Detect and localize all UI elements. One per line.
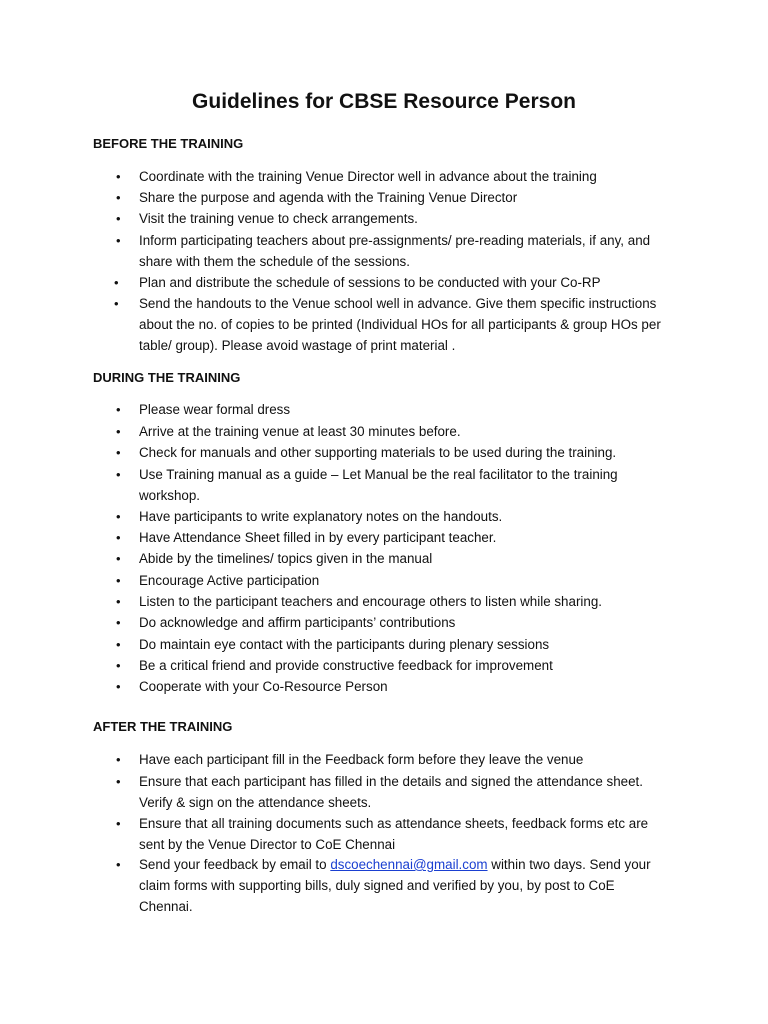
list-item: • Visit the training venue to check arrangements. [139,208,699,229]
bullet-icon: • [116,857,121,872]
bullet-icon: • [116,573,121,588]
section-heading-after: AFTER THE TRAINING [93,719,233,734]
list-item: • Plan and distribute the schedule of sessions to be conducted with your Co-RP [139,272,699,293]
list-item: • Check for manuals and other supporting materials to be used during the training. [139,442,699,463]
list-item: • Share the purpose and agenda with the Training Venue Director [139,187,699,208]
section-heading-during: DURING THE TRAINING [93,370,241,385]
list-item: • Have Attendance Sheet filled in by every participant teacher. [139,527,699,548]
bullet-icon: • [116,424,121,439]
list-item: • Please wear formal dress [139,399,699,420]
bullet-icon: • [116,679,121,694]
list-item: • Coordinate with the training Venue Director well in advance about the training [139,166,699,187]
bullet-icon: • [116,169,121,184]
bullet-icon: • [116,658,121,673]
bullet-icon: • [116,816,121,831]
list-item: • Arrive at the training venue at least 30 minutes before. [139,421,699,442]
list-item: • Ensure that all training documents such as attendance sheets, feedback forms etc are sent by the Venue Director to CoE Chennai [139,813,674,855]
list-item: • Cooperate with your Co-Resource Person [139,676,699,697]
bullet-icon: • [116,530,121,545]
bullet-icon: • [114,275,119,290]
bullet-icon: • [116,445,121,460]
page-title: Guidelines for CBSE Resource Person [192,90,576,113]
list-item: • Do acknowledge and affirm participants’ contributions [139,612,699,633]
list-item: • Send your feedback by email to dscoechennai@gmail.com within two days. Send your claim forms with supporting bills, duly signed and verified by you, by post to CoE Chennai. [139,854,669,917]
email-link[interactable]: dscoechennai@gmail.com [330,857,488,872]
list-item: • Inform participating teachers about pre-assignments/ pre-reading materials, if any, and share with them the schedule of the sessions. [139,230,684,272]
list-item: • Abide by the timelines/ topics given in the manual [139,548,699,569]
list-item: • Send the handouts to the Venue school well in advance. Give them specific instructions about the no. of copies to be printed (Individual HOs for all participants & group HOs per table/ group). Please avoid wastage of print material . [139,293,684,356]
list-item: • Do maintain eye contact with the participants during plenary sessions [139,634,699,655]
bullet-icon: • [116,467,121,482]
list-item: • Have participants to write explanatory notes on the handouts. [139,506,699,527]
bullet-icon: • [116,190,121,205]
bullet-icon: • [116,752,121,767]
list-item: • Use Training manual as a guide – Let Manual be the real facilitator to the training workshop. [139,464,674,506]
bullet-icon: • [116,211,121,226]
bullet-icon: • [114,296,119,311]
section-heading-before: BEFORE THE TRAINING [93,136,244,151]
list-item: • Ensure that each participant has filled in the details and signed the attendance sheet. Verify & sign on the attendance sheets. [139,771,659,813]
bullet-icon: • [116,774,121,789]
bullet-icon: • [116,233,121,248]
bullet-icon: • [116,637,121,652]
bullet-icon: • [116,509,121,524]
list-item: • Encourage Active participation [139,570,699,591]
bullet-icon: • [116,402,121,417]
list-item: • Have each participant fill in the Feedback form before they leave the venue [139,749,699,770]
bullet-icon: • [116,551,121,566]
list-item: • Listen to the participant teachers and encourage others to listen while sharing. [139,591,699,612]
bullet-icon: • [116,594,121,609]
list-item: • Be a critical friend and provide constructive feedback for improvement [139,655,699,676]
bullet-icon: • [116,615,121,630]
